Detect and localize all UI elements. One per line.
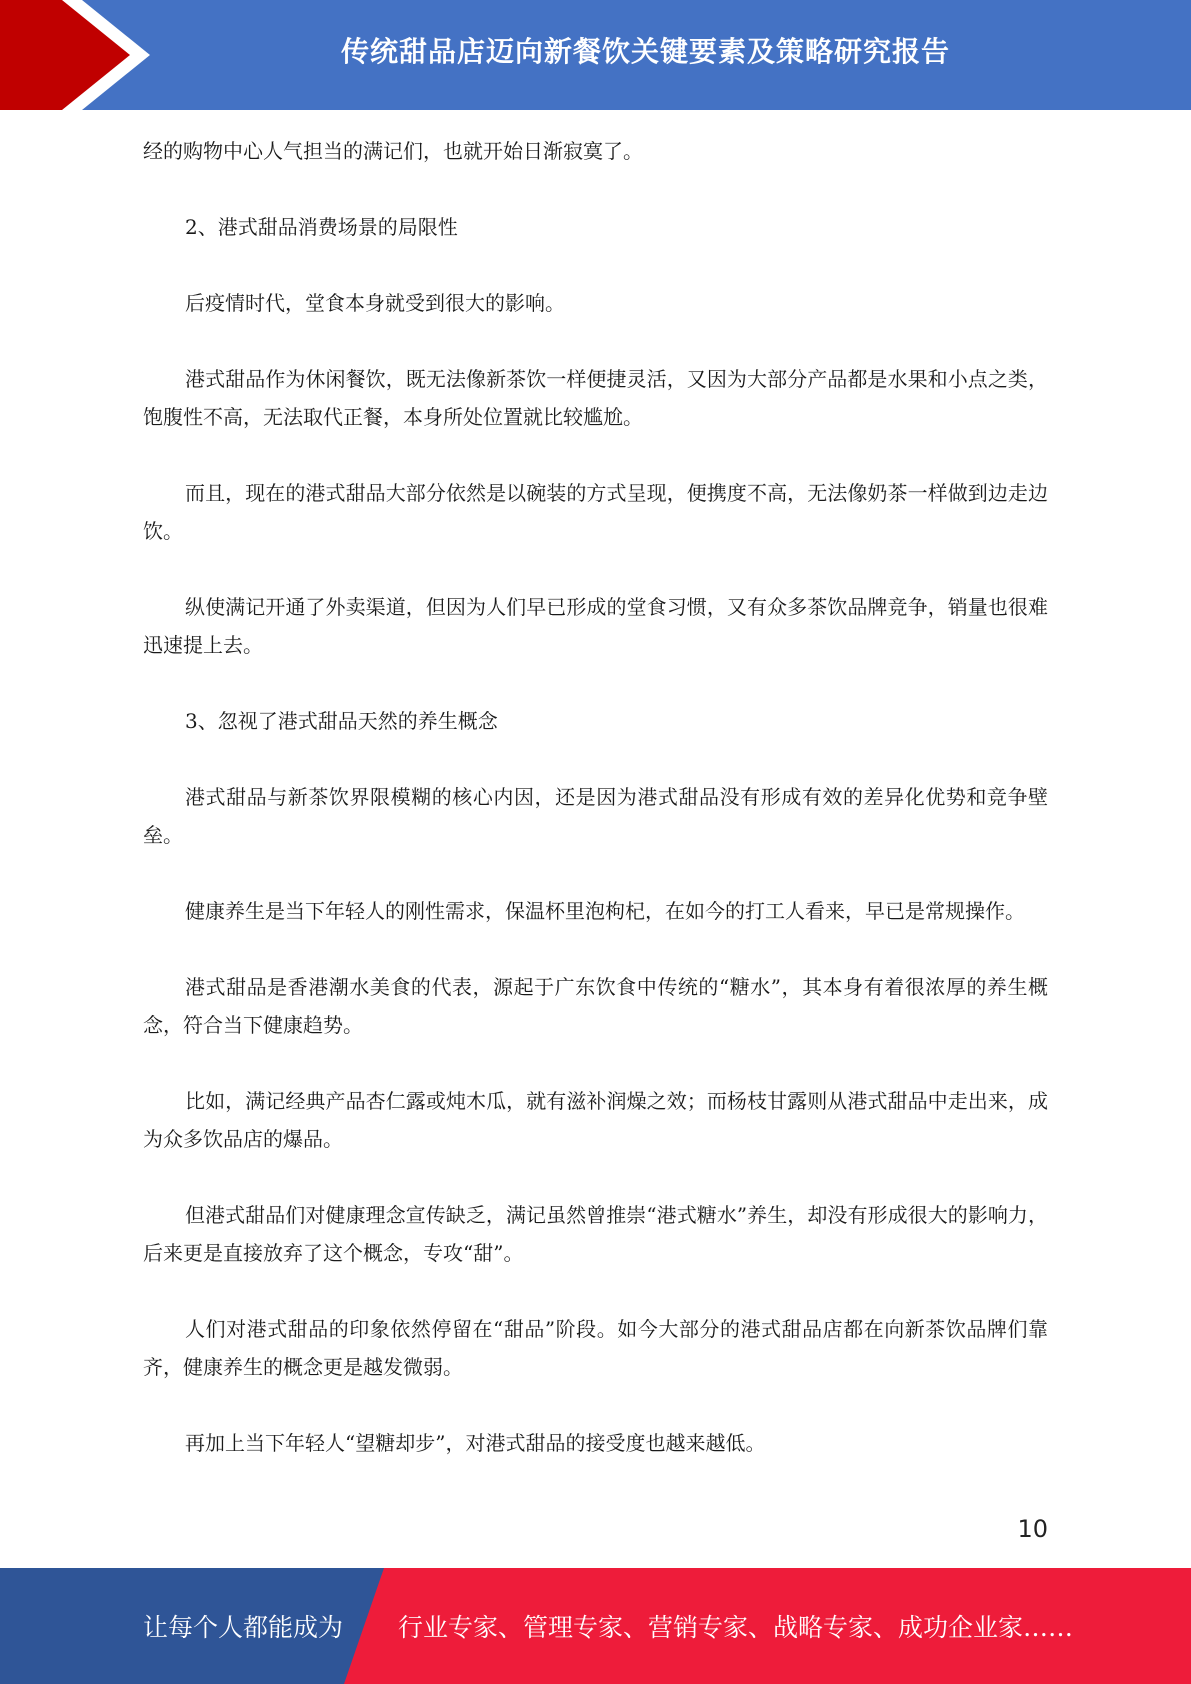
paragraph: 但港式甜品们对健康理念宣传缺乏，满记虽然曾推崇“港式糖水”养生，却没有形成很大的影响力，后来更是直接放弃了这个概念，专攻“甜”。 [143,1203,1048,1265]
paragraph: 再加上当下年轻人“望糖却步”，对港式甜品的接受度也越来越低。 [185,1431,766,1455]
paragraph: 经的购物中心人气担当的满记们，也就开始日渐寂寞了。 [143,139,643,163]
paragraph: 而且，现在的港式甜品大部分依然是以碗装的方式呈现，便携度不高，无法像奶茶一样做到边走边饮。 [143,481,1048,543]
footer-slogan-left: 让每个人都能成为 [143,1613,344,1642]
paragraph: 港式甜品是香港潮水美食的代表，源起于广东饮食中传统的“糖水”，其本身有着很浓厚的养生概念，符合当下健康趋势。 [143,975,1048,1037]
paragraph: 人们对港式甜品的印象依然停留在“甜品”阶段。如今大部分的港式甜品店都在向新茶饮品牌们靠齐，健康养生的概念更是越发微弱。 [143,1317,1048,1379]
paragraph: 纵使满记开通了外卖渠道，但因为人们早已形成的堂食习惯，又有众多茶饮品牌竞争，销量也很难迅速提上去。 [143,595,1048,657]
report-title: 传统甜品店迈向新餐饮关键要素及策略研究报告 [340,35,950,68]
page-header [0,0,1191,110]
paragraph: 后疫情时代，堂食本身就受到很大的影响。 [185,291,565,315]
header-chevron-decoration [0,0,160,110]
footer-slogan-right: 行业专家、管理专家、营销专家、战略专家、成功企业家…… [398,1613,1074,1642]
section-heading: 3、忽视了港式甜品天然的养生概念 [185,709,498,733]
section-heading: 2、港式甜品消费场景的局限性 [185,215,458,239]
body-content [143,132,1048,1500]
page-number: 10 [1017,1515,1048,1543]
paragraph: 健康养生是当下年轻人的刚性需求，保温杯里泡枸杞，在如今的打工人看来，早已是常规操作。 [185,899,1025,923]
paragraph: 港式甜品作为休闲餐饮，既无法像新茶饮一样便捷灵活，又因为大部分产品都是水果和小点之类，饱腹性不高，无法取代正餐，本身所处位置就比较尴尬。 [143,367,1048,429]
paragraph: 比如，满记经典产品杏仁露或炖木瓜，就有滋补润燥之效；而杨枝甘露则从港式甜品中走出来，成为众多饮品店的爆品。 [143,1089,1048,1151]
page-footer [0,1568,1191,1684]
paragraph: 港式甜品与新茶饮界限模糊的核心内因，还是因为港式甜品没有形成有效的差异化优势和竞争壁垒。 [143,785,1048,847]
